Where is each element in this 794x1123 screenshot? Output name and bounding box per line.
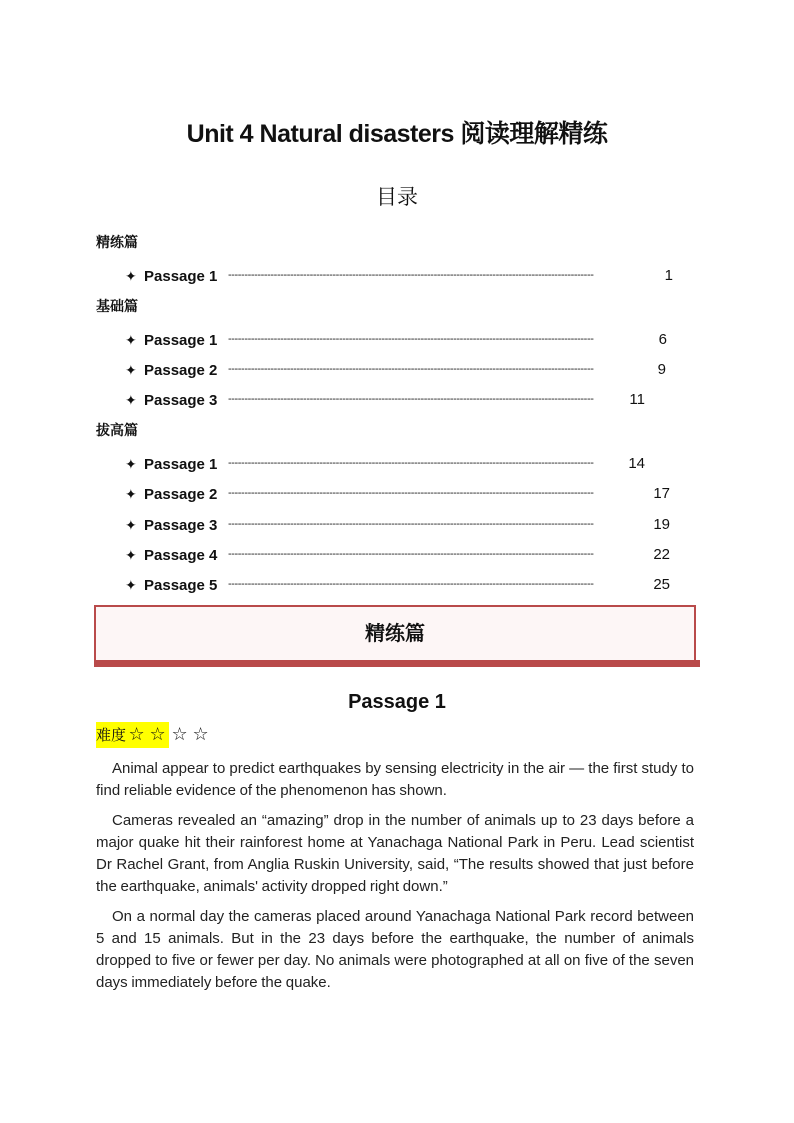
- four-point-star-icon: ✦: [125, 486, 137, 502]
- toc-entry[interactable]: [125, 545, 673, 565]
- passage-paragraph: Animal appear to predict earthquakes by sensing electricity in the air — the first study to find reliable evidence of the phenomenon has shown.: [96, 760, 694, 799]
- section-banner-underline: [94, 660, 700, 667]
- toc-section-label: 基础篇: [96, 298, 138, 314]
- toc-leader: ----------------------------------------------------------------------------------------------------------------: [228, 457, 594, 469]
- toc-entry-label: Passage 1: [144, 268, 218, 285]
- toc-entry[interactable]: [125, 515, 673, 535]
- toc-leader: ----------------------------------------------------------------------------------------------------------------: [228, 393, 594, 405]
- toc-entry-label: Passage 4: [144, 547, 218, 564]
- toc-entry-label: Passage 2: [144, 486, 218, 503]
- toc-entry-page: 14: [628, 455, 645, 472]
- toc-entry[interactable]: [125, 390, 673, 410]
- toc-entry[interactable]: [125, 484, 673, 504]
- toc-leader: ----------------------------------------------------------------------------------------------------------------: [228, 487, 594, 499]
- toc-entry-label: Passage 2: [144, 362, 218, 379]
- toc-entry[interactable]: [125, 454, 673, 474]
- section-banner-label: 精练篇: [365, 623, 425, 645]
- toc-entry-page: 19: [653, 516, 670, 533]
- passage-paragraph: On a normal day the cameras placed around Yanachaga National Park record between 5 and 15 animals. But in the 23 days before the earthquake, the number of animals dropped to five or fewer per day. No animals were photographed at all on five of the seven days immediately before the quake.: [96, 908, 694, 991]
- toc-entry-label: Passage 1: [144, 456, 218, 473]
- toc-entry-page: 17: [653, 485, 670, 502]
- four-point-star-icon: ✦: [125, 577, 137, 593]
- toc-leader: ----------------------------------------------------------------------------------------------------------------: [228, 363, 594, 375]
- star-icon: ☆: [128, 724, 145, 744]
- toc-entry-label: Passage 3: [144, 392, 218, 409]
- toc-entry-page: 22: [653, 546, 670, 563]
- four-point-star-icon: ✦: [125, 362, 137, 378]
- toc-leader: ----------------------------------------------------------------------------------------------------------------: [228, 578, 594, 590]
- four-point-star-icon: ✦: [125, 268, 137, 284]
- difficulty-label: 难度: [96, 727, 127, 744]
- toc-heading: 目录: [376, 186, 418, 209]
- difficulty-highlight: [96, 722, 169, 748]
- toc-section-label: 拔高篇: [96, 422, 138, 438]
- toc-entry-page: 11: [629, 391, 645, 408]
- four-point-star-icon: ✦: [125, 517, 137, 533]
- section-banner: [94, 605, 696, 660]
- toc-entry[interactable]: [125, 330, 673, 350]
- toc-entry-page: 25: [653, 576, 670, 593]
- difficulty-rating: [96, 722, 211, 746]
- star-empty-icon: ☆: [192, 724, 209, 744]
- four-point-star-icon: ✦: [125, 392, 137, 408]
- toc-entry-page: 1: [664, 267, 673, 284]
- toc-entry-label: Passage 5: [144, 577, 218, 594]
- toc-entry-label: Passage 1: [144, 332, 218, 349]
- toc-entry[interactable]: [125, 360, 673, 380]
- document-title: Unit 4 Natural disasters 阅读理解精练: [186, 120, 608, 148]
- four-point-star-icon: ✦: [125, 547, 137, 563]
- four-point-star-icon: ✦: [125, 456, 137, 472]
- toc-leader: ----------------------------------------------------------------------------------------------------------------: [228, 518, 594, 530]
- passage-title: Passage 1: [348, 691, 446, 713]
- four-point-star-icon: ✦: [125, 332, 137, 348]
- toc-section-label: 精练篇: [96, 234, 138, 250]
- toc-entry-page: 9: [657, 361, 666, 378]
- passage-paragraph: Cameras revealed an “amazing” drop in the number of animals up to 23 days before a major quake hit their rainforest home at Yanachaga National Park in Peru. Lead scientist Dr Rachel Grant, from Anglia Ruskin University, said, “The results showed that just before the earthquake, animals' activity dropped right down.”: [96, 812, 694, 895]
- toc-leader: ----------------------------------------------------------------------------------------------------------------: [228, 548, 594, 560]
- toc-entry[interactable]: [125, 266, 673, 286]
- star-icon: ☆: [149, 724, 166, 744]
- toc-entry-label: Passage 3: [144, 517, 218, 534]
- toc-leader: ----------------------------------------------------------------------------------------------------------------: [228, 269, 594, 281]
- toc-entry[interactable]: [125, 575, 673, 595]
- toc-entry-page: 6: [658, 331, 667, 348]
- toc-leader: ----------------------------------------------------------------------------------------------------------------: [228, 333, 594, 345]
- star-empty-icon: ☆: [171, 724, 188, 744]
